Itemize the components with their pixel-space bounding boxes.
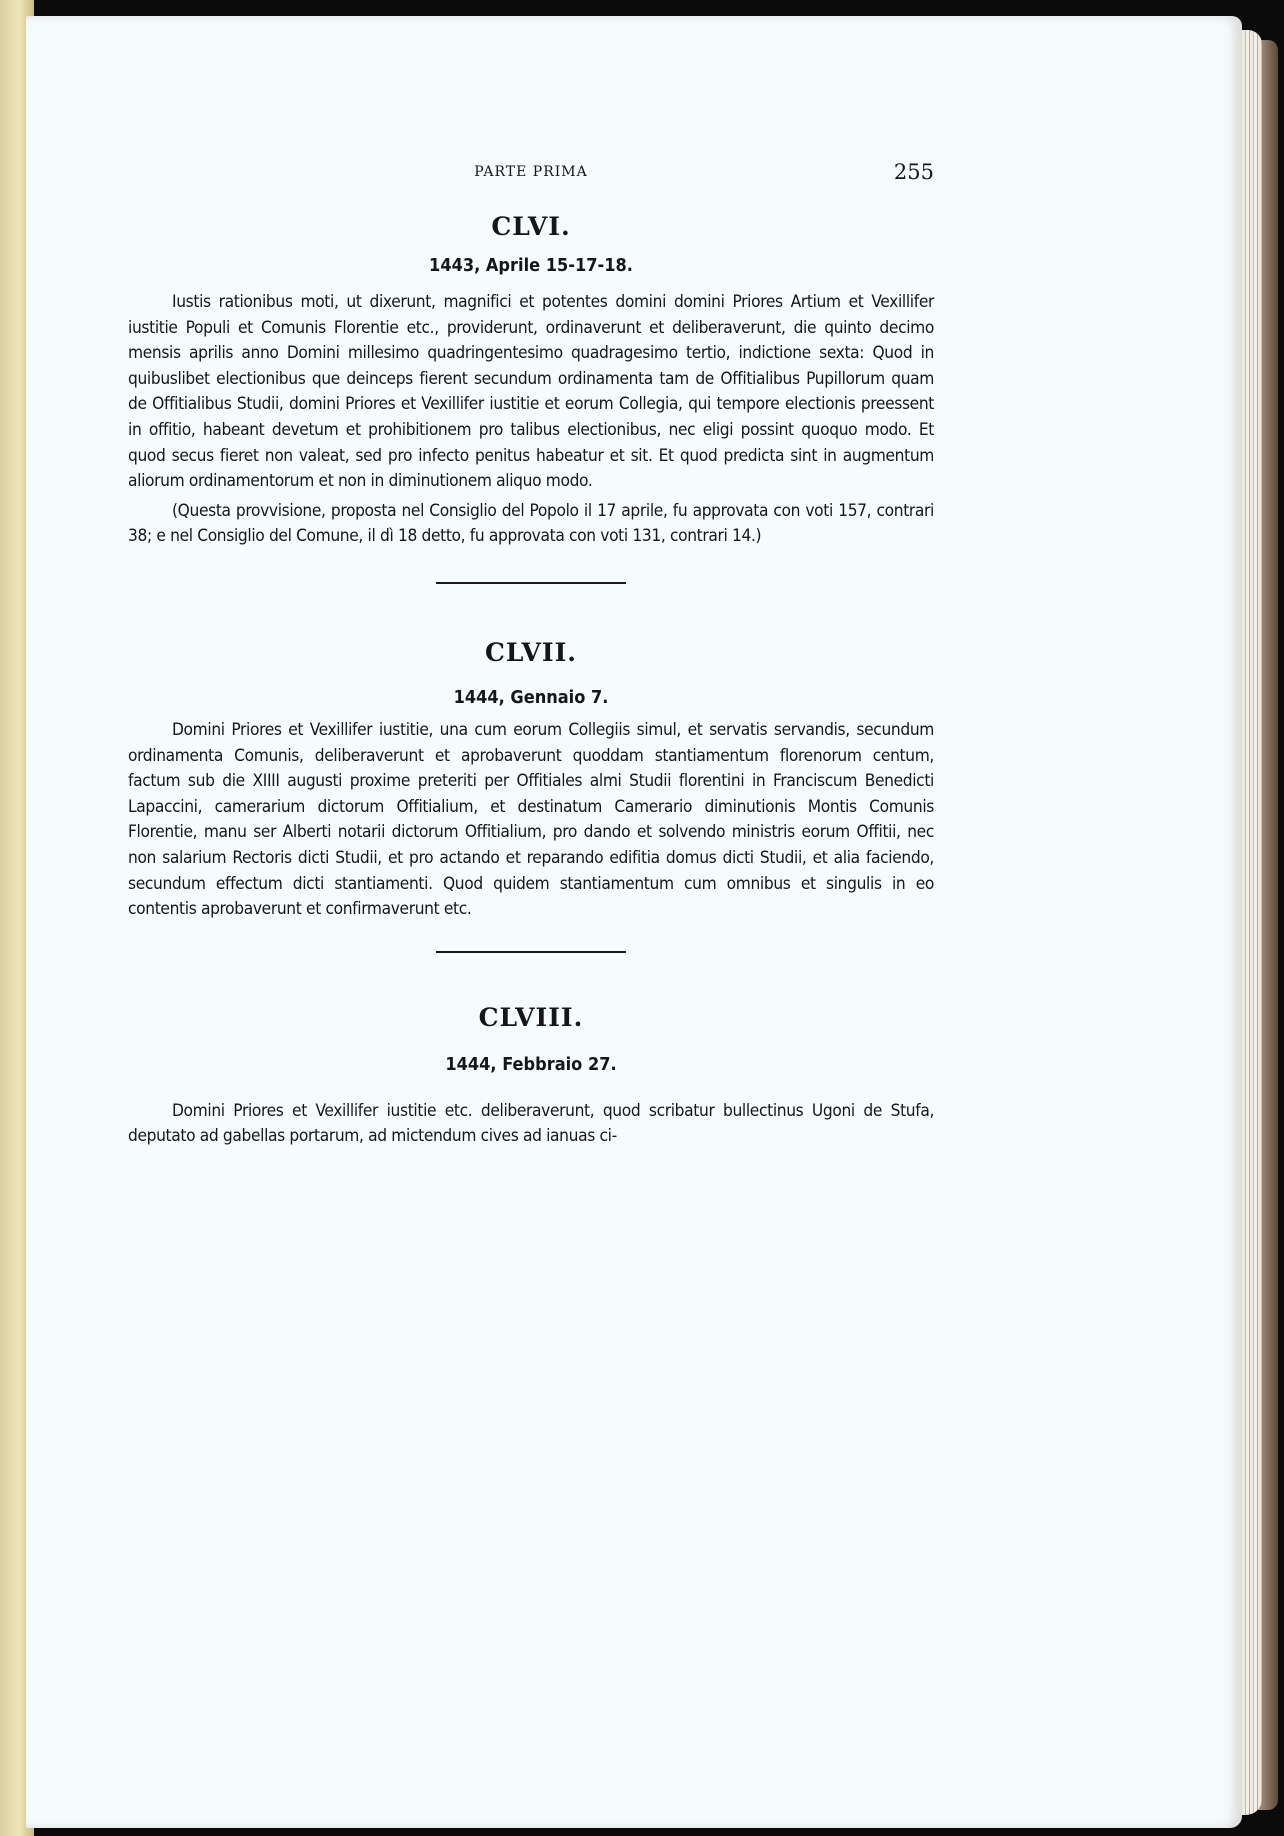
section-divider [436,951,626,953]
document-paragraph: Domini Priores et Vexillifer iustitie etc. deliberaverunt, quod scribatur bullectinus Ugoni de Stufa, deputato ad gabellas portarum, ad mictendum cives ad ianuas ci- [128,1100,934,1147]
document-date: 1444, Gennaio 7. [453,686,609,708]
document-paragraph: Iustis rationibus moti, ut dixerunt, magnifici et potentes domini domini Priores Artium et Vexillifer iustitie Populi et Comunis Florentie etc., providerunt, ordinaverunt et deliberaverunt, die quinto decimo mensis aprilis anno Domini millesimo quadringentesimo quadragesimo tertio, indictione sexta: Quod in quibuslibet electionibus que deinceps fierent secundum ordinamenta tam de Offitialibus Pupillorum quam de Offitialibus Studii, domini Priores et Vexillifer iustitie et eorum Collegia, qui tempore electionis preessent in offitio, habeant devetum et prohibitionem pro talibus electionibus, nec eligi possint quoquo modo. Et quod secus fieret non valeat, sed pro infecto penitus habeatur et sit. Et quod predicta sint in augmentum aliorum ordinamentorum et non in diminutionem aliquo modo. [128,292,934,492]
document-note: (Questa provvisione, proposta nel Consiglio del Popolo il 17 aprile, fu approvata con voti 157, contrari 38; e nel Consiglio del Comune, il dì 18 detto, fu approvata con voti 131, contrari 14.) [128,500,934,547]
running-head [128,160,934,190]
document-clvii [128,638,934,923]
document-clviii [128,1003,934,1150]
running-title: PARTE PRIMA [474,164,588,180]
book-page [128,160,934,1150]
page-number: 255 [893,160,934,184]
document-number: CLVIII. [478,1002,584,1032]
document-clvi [128,212,934,550]
document-number: CLVI. [491,212,571,241]
document-date: 1443, Aprile 15-17-18. [429,255,633,276]
document-paragraph: Domini Priores et Vexillifer iustitie, una cum eorum Collegiis simul, et servatis servandis, secundum ordinamenta Comunis, deliberaverunt et aprobaverunt quoddam stantiamentum florenorum centum, factum sub die XIIII augusti proxime preteriti per Offitiales almi Studii florentini in Franciscum Benedicti Lapaccini, camerarium dictorum Offitialium, et destinatum Camerario diminutionis Montis Comunis Florentie, manu ser Alberti notarii dictorum Offitialium, pro dando et solvendo ministris eorum Offitii, nec non salarium Rectoris dicti Studii, et pro actando et reparando edifitia domus dicti Studii, et alia faciendo, secundum effectum dicti stantiamenti. Quod quidem stantiamentum cum omnibus et singulis in eo contentis aprobaverunt et confirmaverunt etc. [128,719,934,920]
document-number: CLVII. [485,637,577,667]
section-divider [436,582,626,584]
document-date: 1444, Febbraio 27. [445,1053,617,1075]
